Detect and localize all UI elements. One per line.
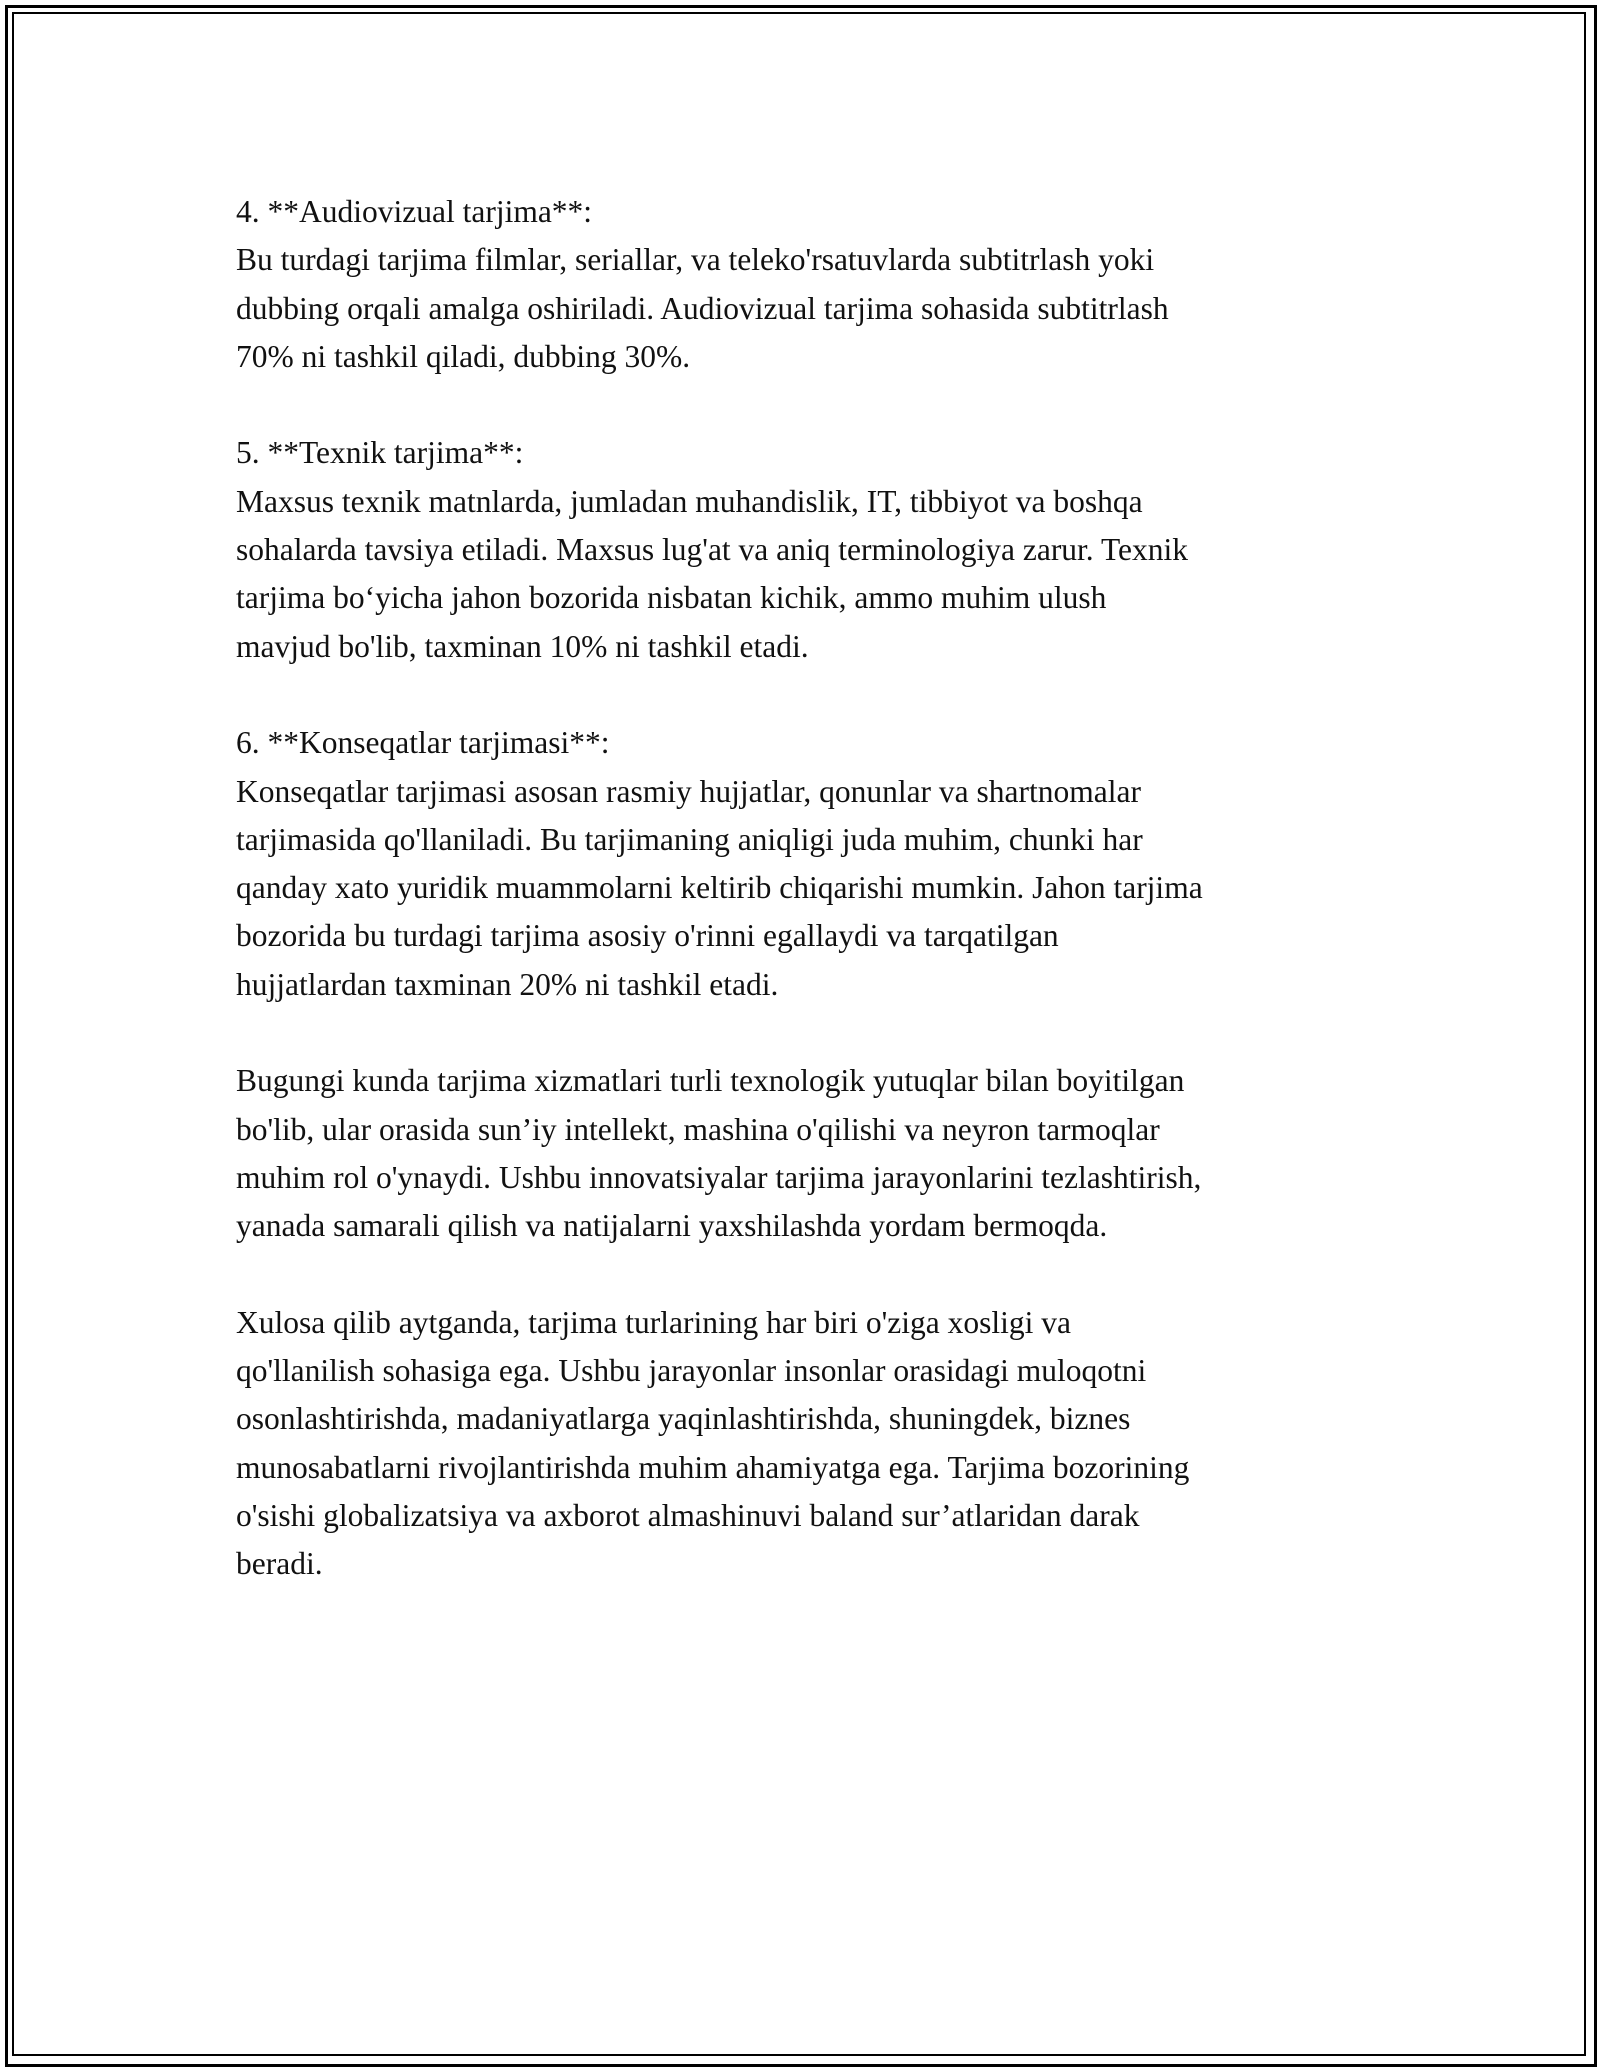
paragraph-line: munosabatlarni rivojlantirishda muhim ahamiyatga ega. Tarjima bozorining	[236, 1449, 1190, 1485]
paragraph-line: tarjima bo‘yicha jahon bozorida nisbatan kichik, ammo muhim ulush	[236, 580, 1107, 616]
paragraph-line: sohalarda tavsiya etiladi. Maxsus lug'at va aniq terminologiya zarur. Texnik	[236, 532, 1189, 568]
section-legal-translation	[236, 719, 1386, 1009]
paragraph-line: beradi.	[236, 1546, 323, 1582]
paragraph-line: hujjatlardan taxminan 20% ni tashkil etadi.	[236, 966, 779, 1002]
paragraph-line: Maxsus texnik matnlarda, jumladan muhandislik, IT, tibbiyot va boshqa	[236, 483, 1143, 519]
paragraph-line: tarjimasida qo'llaniladi. Bu tarjimaning aniqligi juda muhim, chunki har	[236, 821, 1143, 857]
paragraph-line: qanday xato yuridik muammolarni keltirib chiqarishi mumkin. Jahon tarjima	[236, 870, 1203, 906]
section-heading: 5. **Texnik tarjima**:	[236, 435, 524, 471]
paragraph-conclusion	[236, 1299, 1386, 1589]
paragraph-line: Konseqatlar tarjimasi asosan rasmiy hujjatlar, qonunlar va shartnomalar	[236, 773, 1141, 809]
section-technical-translation	[236, 429, 1386, 670]
paragraph-line: Bu turdagi tarjima filmlar, seriallar, va teleko'rsatuvlarda subtitrlash yoki	[236, 242, 1155, 278]
paragraph-line: qo'llanilish sohasiga ega. Ushbu jarayonlar insonlar orasidagi muloqotni	[236, 1353, 1147, 1389]
paragraph-line: bozorida bu turdagi tarjima asosiy o'rinni egallaydi va tarqatilgan	[236, 918, 1059, 954]
paragraph-line: Bugungi kunda tarjima xizmatlari turli texnologik yutuqlar bilan boyitilgan	[236, 1063, 1185, 1099]
paragraph-line: yanada samarali qilish va natijalarni yaxshilashda yordam bermoqda.	[236, 1208, 1108, 1244]
paragraph-line: mavjud bo'lib, taxminan 10% ni tashkil etadi.	[236, 628, 809, 664]
paragraph-line: muhim rol o'ynaydi. Ushbu innovatsiyalar tarjima jarayonlarini tezlashtirish,	[236, 1159, 1202, 1195]
paragraph-technology	[236, 1057, 1386, 1250]
paragraph-line: osonlashtirishda, madaniyatlarga yaqinlashtirishda, shuningdek, biznes	[236, 1401, 1131, 1437]
paragraph-line: Xulosa qilib aytganda, tarjima turlarining har biri o'ziga xosligi va	[236, 1304, 1071, 1340]
section-heading: 6. **Konseqatlar tarjimasi**:	[236, 725, 610, 761]
paragraph-line: o'sishi globalizatsiya va axborot almashinuvi baland sur’atlaridan darak	[236, 1498, 1140, 1534]
document-body	[236, 188, 1386, 1637]
paragraph-line: bo'lib, ular orasida sun’iy intellekt, mashina o'qilishi va neyron tarmoqlar	[236, 1111, 1160, 1147]
section-heading: 4. **Audiovizual tarjima**:	[236, 194, 593, 229]
paragraph-line: 70% ni tashkil qiladi, dubbing 30%.	[236, 338, 691, 374]
paragraph-line: dubbing orqali amalga oshiriladi. Audiovizual tarjima sohasida subtitrlash	[236, 290, 1169, 326]
section-audiovisual-translation	[236, 188, 1386, 381]
